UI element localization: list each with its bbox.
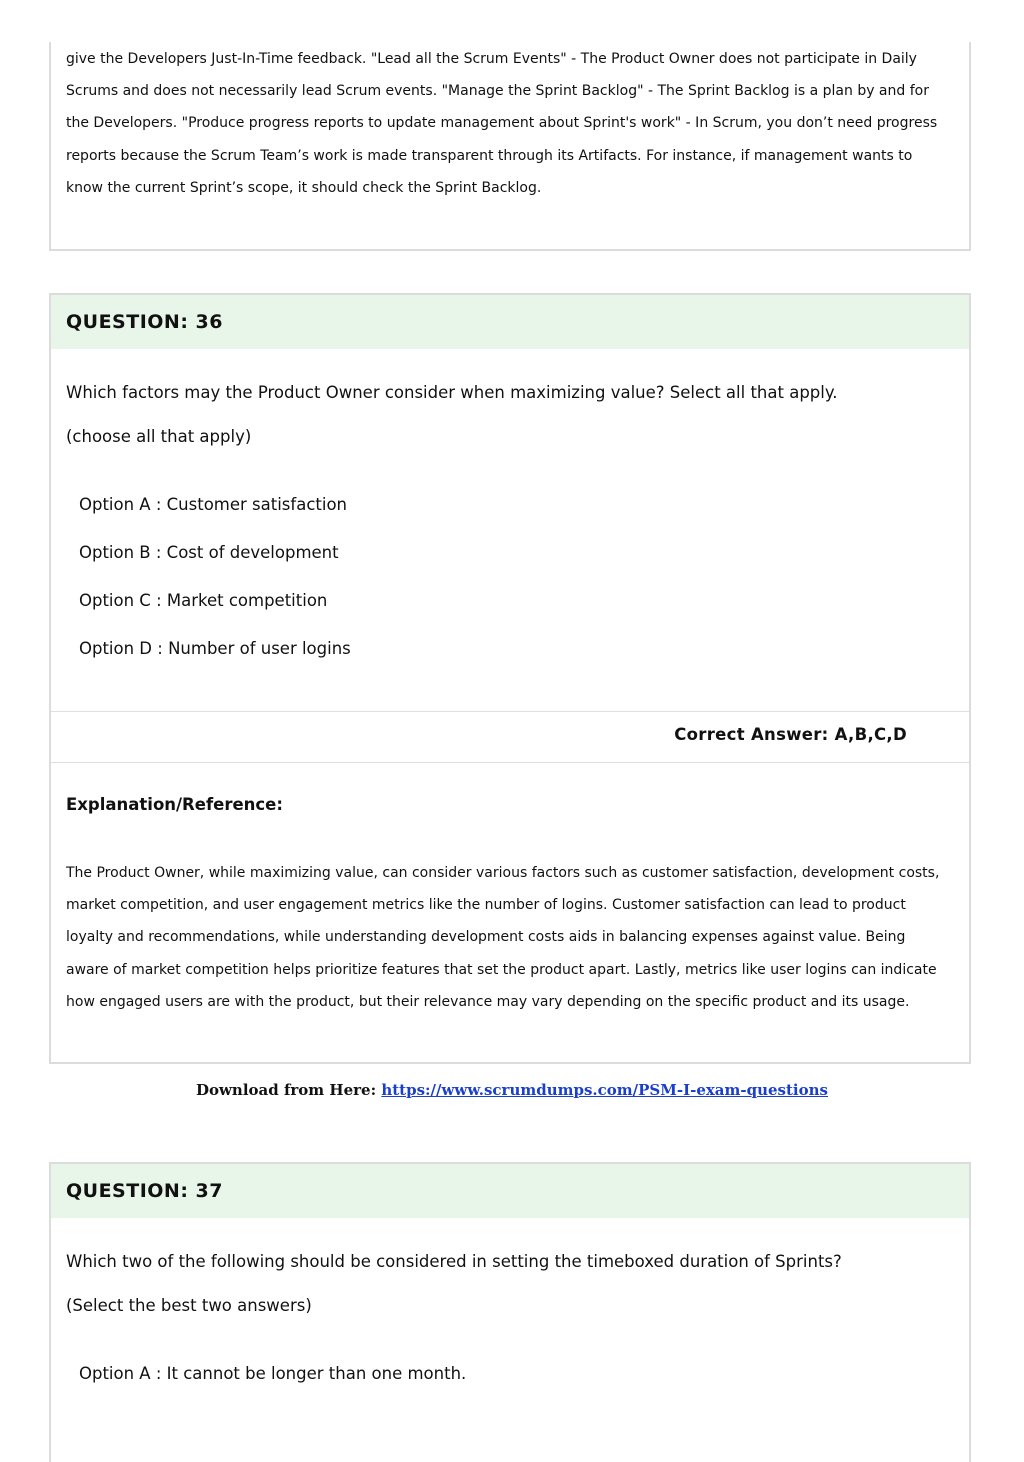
question-36-card <box>49 293 971 1064</box>
question-36-correct-answer: Correct Answer: A,B,C,D <box>674 725 907 744</box>
question-37-header: QUESTION: 37 <box>51 1164 969 1218</box>
explanation-title: Explanation/Reference: <box>66 795 283 814</box>
answer-divider-bottom <box>51 762 969 763</box>
question-36-instruction: (choose all that apply) <box>66 427 252 446</box>
question-36-text: Which factors may the Product Owner consider when maximizing value? Select all that apply. <box>66 383 838 402</box>
question-36-option-a: Option A : Customer satisfaction <box>79 495 347 514</box>
answer-divider-top <box>51 711 969 712</box>
question-37-card <box>49 1162 971 1462</box>
question-36-option-b: Option B : Cost of development <box>79 543 339 562</box>
previous-explanation-text: give the Developers Just-In-Time feedback. "Lead all the Scrum Events" - The Product Owner does not participate in Daily Scrums and does not necessarily lead Scrum events. "Manage the Sprint Backlog" - The Sprint Backlog is a plan by and for the Developers. "Produce progress reports to update management about Sprint's work" - In Scrum, you don’t need progress reports because the Scrum Team’s work is made transparent through its Artifacts. For instance, if management wants to know the current Sprint’s scope, it should check the Sprint Backlog. <box>66 51 938 196</box>
question-37-option-a: Option A : It cannot be longer than one month. <box>79 1364 467 1383</box>
question-36-header: QUESTION: 36 <box>51 295 969 349</box>
question-36-option-c: Option C : Market competition <box>79 591 328 610</box>
download-label: Download from Here: <box>195 1081 382 1099</box>
question-36-option-d: Option D : Number of user logins <box>79 639 351 658</box>
previous-question-card <box>49 42 971 251</box>
download-line <box>0 1081 1024 1099</box>
question-37-text: Which two of the following should be considered in setting the timeboxed duration of Sprints? <box>66 1252 842 1271</box>
download-link[interactable]: https://www.scrumdumps.com/PSM-I-exam-questions <box>381 1081 828 1099</box>
question-37-instruction: (Select the best two answers) <box>66 1296 312 1315</box>
question-36-explanation: The Product Owner, while maximizing value, can consider various factors such as customer satisfaction, development costs, market competition, and user engagement metrics like the number of logins. Customer satisfaction can lead to product loyalty and recommendations, while understanding development costs aids in balancing expenses against value. Being aware of market competition helps prioritize features that set the product apart. Lastly, metrics like user logins can indicate how engaged users are with the product, but their relevance may vary depending on the specific product and its usage. <box>66 865 940 1010</box>
